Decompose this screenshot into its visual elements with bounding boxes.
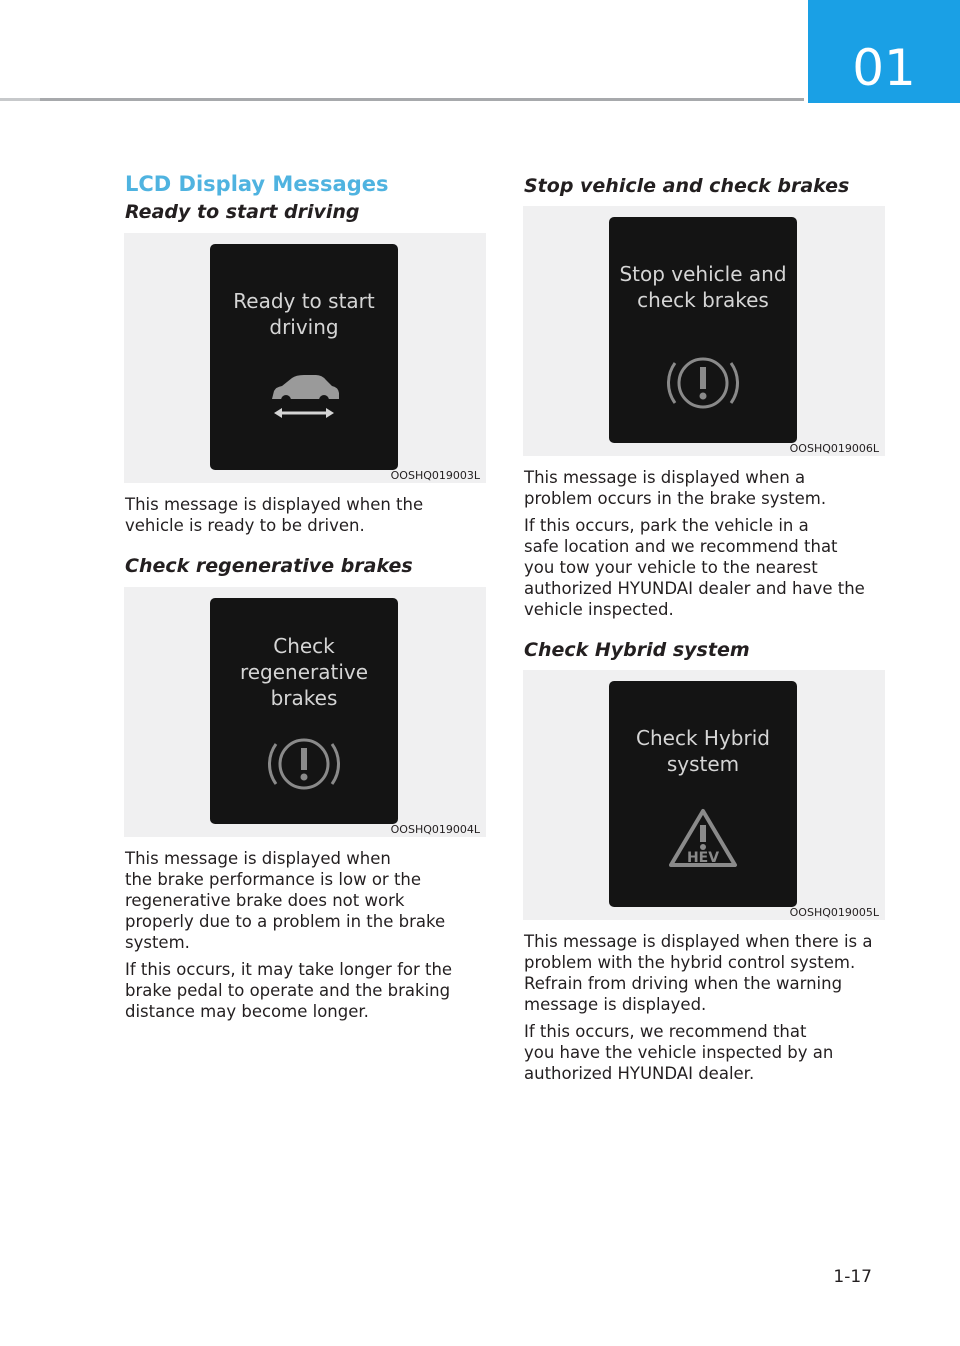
heading-check-hybrid-system: Check Hybrid system <box>524 639 750 661</box>
screen-message: Stop vehicle and check brakes <box>619 262 787 312</box>
chapter-tab <box>808 0 960 103</box>
lcd-screen <box>609 217 797 443</box>
figure-check-hybrid-system <box>523 670 885 920</box>
heading-check-regenerative-brakes: Check regenerative brakes <box>125 555 413 577</box>
lcd-screen <box>210 598 398 824</box>
paragraph: If this occurs, it may take longer for the brake pedal to operate and the braking distance may become longer. <box>125 960 453 1021</box>
header-rule <box>0 98 804 101</box>
figure-stop-vehicle-check-brakes <box>523 206 885 456</box>
lcd-screen <box>210 244 398 470</box>
figure-check-regenerative-brakes <box>124 587 486 837</box>
figure-code: OOSHQ019006L <box>789 442 879 455</box>
brake-warning-icon <box>665 351 741 415</box>
figure-code: OOSHQ019005L <box>789 906 879 919</box>
figure-code: OOSHQ019003L <box>390 469 480 482</box>
paragraph: If this occurs, we recommend that you have the vehicle inspected by an authorized HYUNDAI dealer. <box>524 1022 834 1083</box>
section-title: LCD Display Messages <box>125 172 389 196</box>
paragraph: This message is displayed when the vehicle is ready to be driven. <box>125 495 424 535</box>
screen-message: Check Hybrid system <box>636 726 770 776</box>
paragraph: If this occurs, park the vehicle in a safe location and we recommend that you tow your vehicle to the nearest authorized HYUNDAI dealer and have the vehicle inspected. <box>524 516 865 619</box>
figure-ready-to-start-driving <box>124 233 486 483</box>
paragraph: This message is displayed when a problem occurs in the brake system. <box>524 468 827 508</box>
screen-message: Ready to start driving <box>233 289 375 339</box>
heading-stop-vehicle-check-brakes: Stop vehicle and check brakes <box>524 175 850 197</box>
lcd-screen <box>609 681 797 907</box>
header-rule-accent <box>0 98 40 101</box>
chapter-number: 01 <box>852 39 916 97</box>
hev-label: HEV <box>686 850 720 866</box>
page-number: 1-17 <box>833 1267 872 1287</box>
paragraph: This message is displayed when there is a problem with the hybrid control system. Refrain from driving when the warning message is displayed. <box>524 932 873 1014</box>
paragraph: This message is displayed when the brake performance is low or the regenerative brake does not work properly due to a problem in the brake system. <box>125 849 446 952</box>
car-arrows-icon <box>264 369 344 421</box>
hev-warning-icon <box>665 805 741 871</box>
screen-message: Check regenerative brakes <box>239 634 369 710</box>
figure-code: OOSHQ019004L <box>390 823 480 836</box>
brake-warning-icon <box>266 732 342 796</box>
heading-ready-to-start-driving: Ready to start driving <box>125 201 360 223</box>
